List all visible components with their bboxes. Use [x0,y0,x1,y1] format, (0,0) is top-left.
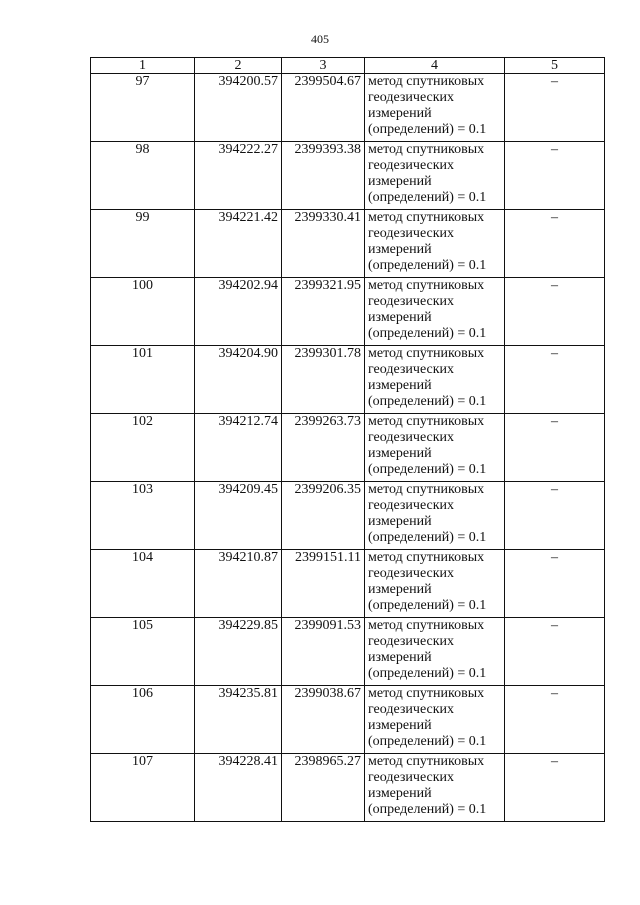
method-cell [365,210,505,278]
x-coordinate-cell: 394202.94 [195,278,282,346]
x-coordinate-cell: 394228.41 [195,754,282,822]
y-coordinate-cell: 2399301.78 [282,346,365,414]
coordinates-table [90,57,605,822]
table-row [91,686,605,754]
method-line: метод спутниковых [368,74,485,89]
method-line: геодезических [368,90,455,105]
y-coordinate-cell: 2399151.11 [282,550,365,618]
method-cell [365,754,505,822]
method-line: измерений [368,582,432,597]
note-cell: – [505,550,605,618]
table-row [91,550,605,618]
column-header-3: 3 [282,58,365,74]
y-coordinate-cell: 2399091.53 [282,618,365,686]
method-line: геодезических [368,362,455,377]
column-header-2: 2 [195,58,282,74]
method-cell [365,618,505,686]
method-line: геодезических [368,158,455,173]
note-cell: – [505,278,605,346]
point-number-cell: 106 [91,686,195,754]
note-cell: – [505,482,605,550]
x-coordinate-cell: 394210.87 [195,550,282,618]
x-coordinate-cell: 394235.81 [195,686,282,754]
table-row [91,142,605,210]
method-line: (определений) = 0.1 [368,462,487,477]
page-number: 405 [311,32,329,46]
y-coordinate-cell: 2399206.35 [282,482,365,550]
y-coordinate-cell: 2399263.73 [282,414,365,482]
method-cell [365,414,505,482]
method-cell [365,550,505,618]
method-line: геодезических [368,634,455,649]
method-line: (определений) = 0.1 [368,122,487,137]
note-cell: – [505,142,605,210]
x-coordinate-cell: 394212.74 [195,414,282,482]
note-cell: – [505,618,605,686]
method-line: (определений) = 0.1 [368,802,487,817]
x-coordinate-cell: 394209.45 [195,482,282,550]
point-number-cell: 98 [91,142,195,210]
point-number-cell: 100 [91,278,195,346]
method-line: измерений [368,378,432,393]
method-line: геодезических [368,294,455,309]
y-coordinate-cell: 2399321.95 [282,278,365,346]
y-coordinate-cell: 2399504.67 [282,74,365,142]
y-coordinate-cell: 2398965.27 [282,754,365,822]
method-line: (определений) = 0.1 [368,666,487,681]
method-line: (определений) = 0.1 [368,394,487,409]
method-line: геодезических [368,770,455,785]
table-row [91,414,605,482]
x-coordinate-cell: 394221.42 [195,210,282,278]
method-line: (определений) = 0.1 [368,598,487,613]
y-coordinate-cell: 2399038.67 [282,686,365,754]
method-line: (определений) = 0.1 [368,326,487,341]
note-cell: – [505,346,605,414]
method-line: метод спутниковых [368,210,485,225]
note-cell: – [505,414,605,482]
method-line: геодезических [368,226,455,241]
note-cell: – [505,686,605,754]
method-line: метод спутниковых [368,754,485,769]
table-row [91,278,605,346]
method-line: измерений [368,446,432,461]
method-line: метод спутниковых [368,346,485,361]
x-coordinate-cell: 394229.85 [195,618,282,686]
method-line: измерений [368,242,432,257]
method-line: геодезических [368,566,455,581]
method-line: метод спутниковых [368,686,485,701]
point-number-cell: 103 [91,482,195,550]
method-line: измерений [368,106,432,121]
method-cell [365,686,505,754]
method-line: геодезических [368,498,455,513]
column-header-5: 5 [505,58,605,74]
method-cell [365,142,505,210]
method-line: измерений [368,514,432,529]
method-cell [365,74,505,142]
table-row [91,346,605,414]
table-row [91,618,605,686]
method-line: метод спутниковых [368,142,485,157]
method-line: метод спутниковых [368,278,485,293]
note-cell: – [505,210,605,278]
column-header-4: 4 [365,58,505,74]
method-line: геодезических [368,702,455,717]
method-line: (определений) = 0.1 [368,190,487,205]
method-line: измерений [368,650,432,665]
method-cell [365,482,505,550]
method-line: метод спутниковых [368,618,485,633]
method-line: измерений [368,718,432,733]
table-body [91,74,605,822]
method-line: измерений [368,174,432,189]
method-line: (определений) = 0.1 [368,734,487,749]
method-line: метод спутниковых [368,414,485,429]
point-number-cell: 105 [91,618,195,686]
table-row [91,210,605,278]
y-coordinate-cell: 2399330.41 [282,210,365,278]
method-cell [365,278,505,346]
x-coordinate-cell: 394200.57 [195,74,282,142]
y-coordinate-cell: 2399393.38 [282,142,365,210]
x-coordinate-cell: 394222.27 [195,142,282,210]
column-header-1: 1 [91,58,195,74]
x-coordinate-cell: 394204.90 [195,346,282,414]
table-row [91,74,605,142]
method-line: (определений) = 0.1 [368,530,487,545]
table-row [91,754,605,822]
method-cell [365,346,505,414]
point-number-cell: 99 [91,210,195,278]
table-header-row [91,58,605,74]
method-line: метод спутниковых [368,550,485,565]
table-row [91,482,605,550]
note-cell: – [505,74,605,142]
point-number-cell: 107 [91,754,195,822]
method-line: метод спутниковых [368,482,485,497]
point-number-cell: 104 [91,550,195,618]
point-number-cell: 102 [91,414,195,482]
method-line: измерений [368,310,432,325]
note-cell: – [505,754,605,822]
method-line: геодезических [368,430,455,445]
point-number-cell: 97 [91,74,195,142]
point-number-cell: 101 [91,346,195,414]
method-line: (определений) = 0.1 [368,258,487,273]
method-line: измерений [368,786,432,801]
